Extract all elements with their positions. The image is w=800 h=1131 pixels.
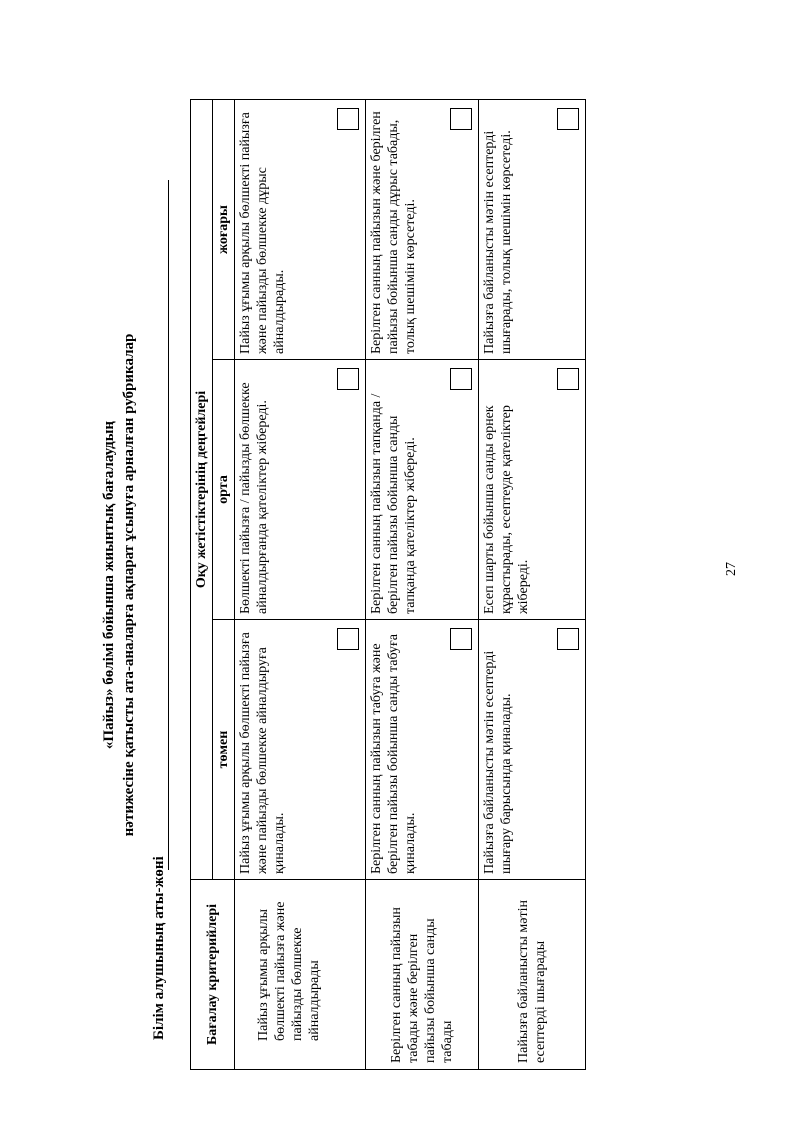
table-row [479, 100, 586, 1070]
rubric-table [190, 99, 586, 1070]
descriptor-text: Пайыз ұғымы арқылы бөлшекті пайызға және пайызды бөлшекке айналдыруға қиналады. [238, 632, 287, 874]
student-name-field[interactable] [168, 180, 169, 870]
table-row [235, 100, 366, 1070]
rotated-page-content [100, 90, 560, 1080]
descriptor-text: Берілген санның пайызын тапқанда / берілген пайызы бойынша санды тапқанда қателіктер жібереді. [369, 393, 418, 614]
descriptor-text: Берілген санның пайызын және берілген пайызы бойынша санды дұрыс табады, толық шешімін көрсетеді. [369, 111, 418, 354]
criterion-cell: Пайызға байланысты мәтін есептерді шығарады [479, 880, 586, 1070]
level-mid-cell [366, 360, 479, 620]
level-low-cell [479, 620, 586, 880]
title-line-1: «Пайыз» бөлімі бойынша жиынтық бағалаудың [101, 420, 117, 750]
level-high-header: жоғары [213, 100, 235, 360]
level-high-cell [479, 100, 586, 360]
checkbox[interactable] [450, 108, 472, 130]
title-line-2: нәтижесіне қатысты ата-аналарға ақпарат ұсынуға арналған рубрикалар [121, 333, 137, 837]
checkbox[interactable] [337, 108, 359, 130]
level-low-header: төмен [213, 620, 235, 880]
descriptor-text: Есеп шарты бойынша санды өрнек құрастырады, есептеуде қателіктер жібереді. [482, 405, 531, 614]
level-low-cell [366, 620, 479, 880]
level-mid-header: орта [213, 360, 235, 620]
checkbox[interactable] [337, 368, 359, 390]
level-high-cell [366, 100, 479, 360]
checkbox[interactable] [337, 628, 359, 650]
descriptor-text: Пайыз ұғымы арқылы бөлшекті пайызға және пайызды бөлшекке дұрыс айналдырады. [238, 112, 287, 354]
checkbox[interactable] [557, 108, 579, 130]
descriptor-text: Пайызға байланысты мәтін есептерді шығару барысында қиналады. [482, 650, 514, 874]
criterion-cell: Пайыз ұғымы арқылы бөлшекті пайызға және пайызды бөлшекке айналдырады [235, 880, 366, 1070]
levels-header: Оқу жетістіктерінің деңгейлері [191, 100, 213, 880]
level-mid-cell [479, 360, 586, 620]
descriptor-text: Берілген санның пайызын табуға және берілген пайызы бойынша санды табуға қиналады. [369, 633, 418, 874]
student-name-label: Білім алушының аты-жөні [151, 856, 167, 1040]
table-row [366, 100, 479, 1070]
descriptor-text: Пайызға байланысты мәтін есептерді шығарады, толық шешімін көрсетеді. [482, 130, 514, 354]
checkbox[interactable] [450, 628, 472, 650]
checkbox[interactable] [450, 368, 472, 390]
level-mid-cell [235, 360, 366, 620]
checkbox[interactable] [557, 368, 579, 390]
level-high-cell [235, 100, 366, 360]
criterion-cell: Берілген санның пайызын табады және берілген пайызы бойынша санды табады [366, 880, 479, 1070]
criteria-header: Бағалау критерийлері [191, 880, 235, 1070]
descriptor-text: Бөлшекті пайызға / пайызды бөлшекке айналдырғанда қателіктер жібереді. [238, 382, 270, 614]
page-number: 27 [724, 562, 739, 576]
level-low-cell [235, 620, 366, 880]
checkbox[interactable] [557, 628, 579, 650]
